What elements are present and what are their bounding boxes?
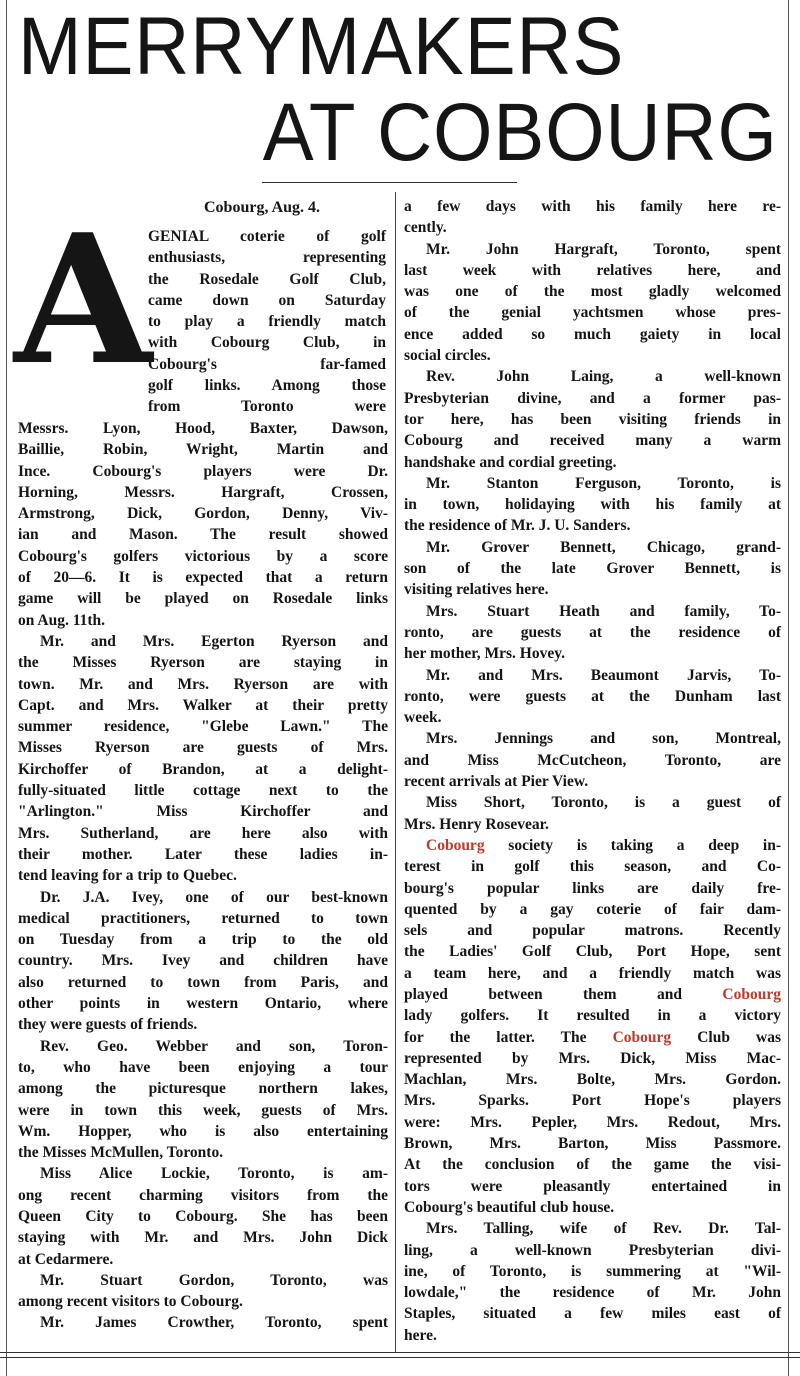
text-line: week. xyxy=(404,709,442,727)
text-line: Messrs. Lyon, Hood, Baxter, Dawson, xyxy=(18,420,388,437)
text-line: ong recent charming visitors from the xyxy=(18,1186,388,1204)
headline-rule xyxy=(262,182,517,183)
text-line: terest in golf this season, and Co- xyxy=(404,858,781,876)
paragraph xyxy=(404,835,781,1218)
paragraph xyxy=(404,1218,781,1346)
text-line: ling, a well-known Presbyterian divi- xyxy=(404,1241,781,1259)
text-line: Cobourg society is taking a deep in- xyxy=(426,836,781,854)
text-line: "Arlington." Miss Kirchoffer and xyxy=(18,803,388,821)
text-line: Mrs. Talling, wife of Rev. Dr. Tal- xyxy=(426,1220,781,1238)
text-line: game will be played on Rosedale links xyxy=(18,590,388,608)
text-line: their mother. Later these ladies in- xyxy=(18,845,388,863)
text-line: they were guests of friends. xyxy=(18,1016,198,1034)
text-line: Staples, situated a few miles east of xyxy=(404,1305,781,1323)
text-line: Wm. Hopper, who is also entertaining xyxy=(18,1122,388,1140)
text-line: here. xyxy=(404,1326,437,1344)
column-divider xyxy=(395,192,396,1352)
text-line: ronto, were guests at the Dunham last xyxy=(404,687,781,705)
text-line: were in town this week, guests of Mrs. xyxy=(18,1101,388,1119)
text-line: golf links. Among those xyxy=(148,377,386,395)
text-line: the residence of Mr. J. U. Sanders. xyxy=(404,517,631,535)
text-line: Cobourg's far-famed xyxy=(148,355,386,373)
adjacent-column-rule-left xyxy=(6,0,7,1376)
text-line: Brown, Mrs. Barton, Miss Passmore. xyxy=(404,1135,781,1153)
text-line: Rev. Geo. Webber and son, Toron- xyxy=(40,1037,388,1055)
text-line: also returned to town from Paris, and xyxy=(18,973,388,991)
text-line: lowdale," the residence of Mr. John xyxy=(404,1284,781,1302)
text-line: Rev. John Laing, a well-known xyxy=(426,368,781,386)
text-line: Capt. and Mrs. Walker at their pretty xyxy=(18,696,388,714)
text-line: lady golfers. It resulted in a victory xyxy=(404,1007,781,1025)
drop-cap: A xyxy=(14,195,153,404)
text-line: Mr. and Mrs. Egerton Ryerson and xyxy=(40,632,388,650)
text-line: in town, holidaying with his family at xyxy=(404,496,781,514)
text-line: and Miss McCutcheon, Toronto, are xyxy=(404,751,781,769)
text-line: Mr. Stuart Gordon, Toronto, was xyxy=(40,1271,388,1289)
text-line: represented by Mrs. Dick, Miss Mac- xyxy=(404,1049,781,1067)
text-line: with Cobourg Club, in xyxy=(148,334,386,352)
text-line: Cobourg's beautiful club house. xyxy=(404,1198,615,1216)
text-line: Mr. John Hargraft, Toronto, spent xyxy=(426,240,781,258)
text-line: handshake and cordial greeting. xyxy=(404,453,617,471)
paragraph xyxy=(404,473,781,537)
text-line: on Aug. 11th. xyxy=(18,611,106,629)
adjacent-column-rule-right xyxy=(788,0,789,1376)
text-line: to, who have been enjoying a tour xyxy=(18,1058,388,1076)
text-line: enthusiasts, representing xyxy=(148,249,386,267)
text-line: tors were pleasantly entertained in xyxy=(404,1177,781,1195)
text-line: cently. xyxy=(404,219,447,237)
text-line: summer residence, "Glebe Lawn." The xyxy=(18,718,388,736)
dateline: Cobourg, Aug. 4. xyxy=(204,199,321,216)
text-line: the Misses McMullen, Toronto. xyxy=(18,1144,224,1162)
text-line: last week with relatives here, and xyxy=(404,261,781,279)
text-line: was one of the most gladly welcomed xyxy=(404,283,781,301)
text-line: from Toronto were xyxy=(148,398,386,416)
text-line: ronto, are guests at the residence of xyxy=(404,623,781,641)
text-line: played between them and Cobourg xyxy=(404,985,781,1003)
paragraph xyxy=(18,1036,388,1164)
text-line: to play a friendly match xyxy=(148,313,386,331)
headline-line-2: AT COBOURG xyxy=(263,87,778,178)
text-line: bourg's popular links are daily fre- xyxy=(404,879,781,897)
right-column xyxy=(404,196,781,1346)
paragraph xyxy=(404,196,781,239)
paragraph xyxy=(18,418,388,631)
text-line: tend leaving for a trip to Quebec. xyxy=(18,867,237,885)
text-line: at Cedarmere. xyxy=(18,1250,114,1268)
text-line: Miss Short, Toronto, is a guest of xyxy=(426,794,781,812)
text-line: Cobourg's golfers victorious by a score xyxy=(18,547,388,565)
text-line: the Ladies' Golf Club, Port Hope, sent xyxy=(404,943,781,961)
text-line: Kirchoffer of Brandon, at a delight- xyxy=(18,760,388,778)
text-line: sels and popular matrons. Recently xyxy=(404,922,781,940)
text-line: Mr. Stanton Ferguson, Toronto, is xyxy=(426,474,781,492)
text-line: of the genial yachtsmen whose pres- xyxy=(404,304,781,322)
paragraph xyxy=(404,728,781,792)
text-line: Cobourg and received many a warm xyxy=(404,432,781,450)
bottom-rule-double xyxy=(0,1357,800,1358)
text-line: Mr. James Crowther, Toronto, spent xyxy=(40,1314,388,1332)
text-line: recent arrivals at Pier View. xyxy=(404,773,589,791)
text-line: came down on Saturday xyxy=(148,291,386,309)
paragraph xyxy=(18,1312,388,1333)
text-line: of 20—6. It is expected that a return xyxy=(18,569,388,587)
text-line: other points in western Ontario, where xyxy=(18,995,388,1013)
text-line: Ince. Cobourg's players were Dr. xyxy=(18,462,388,480)
text-line: Mrs. Henry Rosevear. xyxy=(404,815,549,833)
lead-paragraph-indented xyxy=(148,226,386,418)
text-line: Armstrong, Dick, Gordon, Denny, Viv- xyxy=(18,505,388,523)
text-line: were: Mrs. Pepler, Mrs. Redout, Mrs. xyxy=(404,1113,781,1131)
text-line: visiting relatives here. xyxy=(404,581,549,599)
paragraph xyxy=(18,1270,388,1313)
text-line: quented by a gay coterie of fair dam- xyxy=(404,900,781,918)
search-highlight: Cobourg xyxy=(612,1028,672,1046)
text-line: staying with Mr. and Mrs. John Dick xyxy=(18,1229,388,1247)
text-line: Mrs. Sutherland, are here also with xyxy=(18,824,388,842)
paragraph xyxy=(404,239,781,367)
text-line: Dr. J.A. Ivey, one of our best-known xyxy=(40,888,388,906)
text-line: the Rosedale Golf Club, xyxy=(148,270,386,288)
text-line: Mrs. Jennings and son, Montreal, xyxy=(426,730,781,748)
text-line: Baillie, Robin, Wright, Martin and xyxy=(18,441,388,459)
text-line: GENIAL coterie of golf xyxy=(148,228,386,245)
paragraph xyxy=(18,631,388,887)
text-line: At the conclusion of the game the visi- xyxy=(404,1156,781,1174)
text-line: for the latter. The Cobourg Club was xyxy=(404,1028,781,1046)
text-line: among recent visitors to Cobourg. xyxy=(18,1293,243,1311)
paragraph xyxy=(404,537,781,601)
text-line: Machlan, Mrs. Bolte, Mrs. Gordon. xyxy=(404,1071,781,1089)
text-line: her mother, Mrs. Hovey. xyxy=(404,645,566,663)
search-highlight: Cobourg xyxy=(722,985,781,1003)
text-line: tor here, has been visiting friends in xyxy=(404,410,781,428)
text-line: fully-situated little cottage next to the xyxy=(18,782,388,800)
text-line: medical practitioners, returned to town xyxy=(18,909,388,927)
bottom-rule xyxy=(0,1352,800,1353)
text-line: Misses Ryerson are guests of Mrs. xyxy=(18,739,388,757)
text-line: ence added so much gaiety in local xyxy=(404,325,781,343)
search-highlight: Cobourg xyxy=(426,836,485,854)
text-line: Mrs. Sparks. Port Hope's players xyxy=(404,1092,781,1110)
text-line: among the picturesque northern lakes, xyxy=(18,1080,388,1098)
paragraph xyxy=(404,366,781,472)
text-line: Mrs. Stuart Heath and family, To- xyxy=(426,602,781,620)
text-line: Mr. Grover Bennett, Chicago, grand- xyxy=(426,538,781,556)
text-line: a team here, and a friendly match was xyxy=(404,964,781,982)
text-line: son of the late Grover Bennett, is xyxy=(404,560,781,578)
text-line: a few days with his family here re- xyxy=(404,198,781,215)
left-column xyxy=(18,418,388,1334)
text-line: on Tuesday from a trip to the old xyxy=(18,931,388,949)
paragraph xyxy=(18,887,388,1036)
text-line: Presbyterian divine, and a former pas- xyxy=(404,389,781,407)
text-line: town. Mr. and Mrs. Ryerson are with xyxy=(18,675,388,693)
text-line: social circles. xyxy=(404,347,491,365)
text-line: Mr. and Mrs. Beaumont Jarvis, To- xyxy=(426,666,781,684)
text-line: Miss Alice Lockie, Toronto, is am- xyxy=(40,1165,388,1183)
text-line: ine, of Toronto, is summering at "Wil- xyxy=(404,1262,781,1280)
text-line: the Misses Ryerson are staying in xyxy=(18,654,388,672)
text-line: Queen City to Cobourg. She has been xyxy=(18,1207,388,1225)
paragraph xyxy=(18,1163,388,1269)
headline-line-1: MERRYMAKERS xyxy=(18,1,625,92)
text-line: ian and Mason. The result showed xyxy=(18,526,388,544)
text-line: Horning, Messrs. Hargraft, Crossen, xyxy=(18,483,388,501)
paragraph xyxy=(404,665,781,729)
paragraph xyxy=(404,792,781,835)
paragraph xyxy=(404,601,781,665)
text-line: country. Mrs. Ivey and children have xyxy=(18,952,388,970)
